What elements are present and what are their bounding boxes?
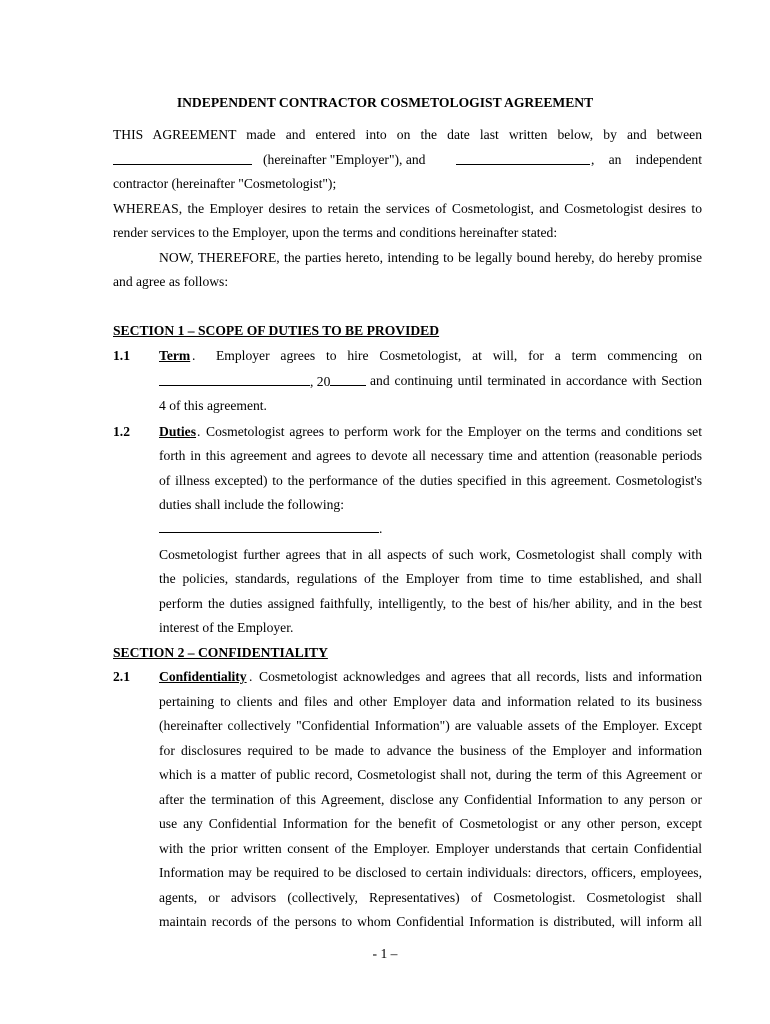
clause-2-1-line-6: after the termination of this Agreement, disclose any Confidential Information to any person or — [159, 792, 702, 807]
clause-1-2-line-8: perform the duties assigned faithfully, intelligently, to the best of his/her ability, and in the best — [159, 596, 702, 611]
clause-1-2-line-7: the policies, standards, regulations of the Employer from time to time established, and shall — [159, 571, 702, 586]
clause-2-1-line-1: Cosmetologist acknowledges and agrees that all records, lists and information — [259, 669, 702, 684]
clause-2-1-line-9: Information may be required to be disclosed to certain individuals: directors, officers, employees, — [159, 865, 702, 880]
intro-line-4: WHEREAS, the Employer desires to retain the services of Cosmetologist, and Cosmetologist desires to — [113, 201, 702, 216]
clause-1-1-line-2a: , 20 — [310, 374, 331, 389]
clause-2-1-line-10: agents, or advisors (collectively, Representatives) of Cosmetologist. Cosmetologist shall — [159, 890, 702, 905]
clause-1-2-line-4: duties shall include the following: — [159, 497, 344, 512]
document-title: INDEPENDENT CONTRACTOR COSMETOLOGIST AGREEMENT — [176, 95, 594, 110]
intro-line-2b: , an independent — [591, 152, 702, 167]
clause-2-1-line-3: (hereinafter collectively "Confidential Information") are valuable assets of the Employer. Except — [159, 718, 702, 733]
page-number: - 1 – — [372, 946, 398, 961]
cosmetologist-name-blank[interactable] — [456, 152, 590, 165]
intro-line-6: NOW, THEREFORE, the parties hereto, intending to be legally bound hereby, do hereby promise — [159, 250, 702, 265]
duties-period: . — [379, 521, 383, 536]
intro-line-2a: (hereinafter "Employer"), and — [263, 152, 426, 167]
intro-line-7: and agree as follows: — [113, 274, 229, 289]
employer-name-blank[interactable] — [113, 152, 252, 165]
clause-2-1-line-8: with the prior written consent of the Employer. Employer understands that certain Confidential — [159, 841, 702, 856]
clause-1-1-term: Term — [159, 348, 191, 363]
clause-2-1-line-11: maintain records of the persons to whom Confidential Information is distributed, will inform all — [159, 914, 702, 929]
clause-1-2-line-1: Cosmetologist agrees to perform work for the Employer on the terms and conditions set — [206, 424, 702, 439]
clause-1-2-period: . — [197, 424, 201, 439]
clause-1-1-number: 1.1 — [113, 348, 130, 363]
intro-line-2 — [113, 152, 702, 169]
clause-1-2-line-9: interest of the Employer. — [159, 620, 294, 635]
intro-line-1: THIS AGREEMENT made and entered into on the date last written below, by and between — [113, 127, 702, 142]
start-year-blank[interactable] — [330, 373, 366, 386]
start-date-blank[interactable] — [159, 373, 310, 386]
clause-2-1-line-5: which is a matter of public record, Cosmetologist shall not, during the term of this Agreement or — [159, 767, 702, 782]
clause-1-1-line-1: Employer agrees to hire Cosmetologist, at will, for a term commencing on — [216, 348, 702, 363]
intro-line-5: render services to the Employer, upon the terms and conditions hereinafter stated: — [113, 225, 558, 240]
clause-2-1-line-4: for disclosures required to be made to advance the business of the Employer and information — [159, 743, 702, 758]
clause-2-1-line-2: pertaining to clients and files and other Employer data and information related to its business — [159, 694, 702, 709]
duties-line — [159, 520, 382, 537]
clause-2-1-period: . — [249, 669, 253, 684]
clause-2-1-term: Confidentiality — [159, 669, 247, 684]
section-1-heading: SECTION 1 – SCOPE OF DUTIES TO BE PROVIDED — [113, 323, 440, 338]
clause-1-2-number: 1.2 — [113, 424, 130, 439]
clause-1-2-line-2: forth in this agreement and agrees to devote all necessary time and attention (reasonable periods — [159, 448, 702, 463]
clause-2-1-number: 2.1 — [113, 669, 130, 684]
intro-line-3: contractor (hereinafter "Cosmetologist"); — [113, 176, 337, 191]
clause-1-1-line-2b: and continuing until terminated in accordance with Section — [370, 373, 702, 388]
duties-blank[interactable] — [159, 520, 379, 533]
clause-1-2-term: Duties — [159, 424, 197, 439]
clause-1-2-line-6: Cosmetologist further agrees that in all aspects of such work, Cosmetologist shall comply with — [159, 547, 702, 562]
clause-2-1-line-7: use any Confidential Information for the benefit of Cosmetologist or any other person, except — [159, 816, 702, 831]
clause-1-2-line-3: of illness excepted) to the performance of the duties specified in this agreement. Cosmetologist's — [159, 473, 702, 488]
clause-1-1-period: . — [192, 348, 196, 363]
clause-1-1-line-2 — [159, 373, 702, 390]
clause-1-1-line-3: 4 of this agreement. — [159, 398, 267, 413]
section-2-heading: SECTION 2 – CONFIDENTIALITY — [113, 645, 328, 660]
